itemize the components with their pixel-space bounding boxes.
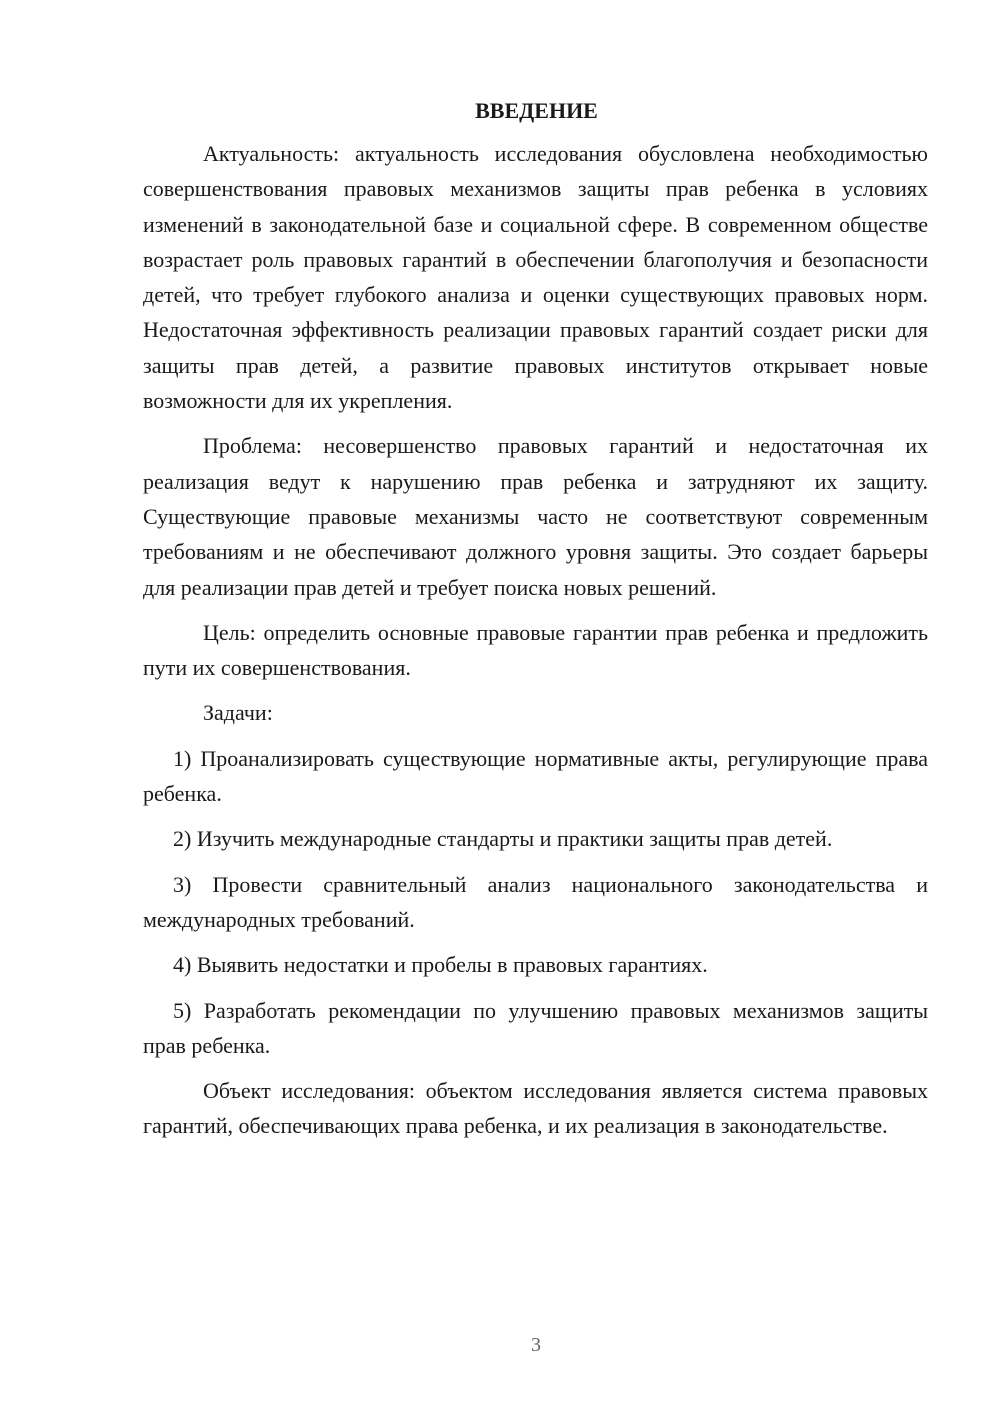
goal-paragraph: Цель: определить основные правовые гарантии прав ребенка и предложить пути их совершенствования. [143,619,928,681]
object-paragraph: Объект исследования: объектом исследования является система правовых гарантий, обеспечивающих права ребенка, и их реализация в законодательстве. [143,1078,928,1139]
tasks-heading: Задачи: [203,700,273,726]
task-item-3: 3) Провести сравнительный анализ национального законодательства и международных требований. [143,871,928,932]
task-item-2: 2) Изучить международные стандарты и практики защиты прав детей. [173,826,833,852]
page-content [143,96,928,1154]
relevance-paragraph: Актуальность: актуальность исследования обусловлена необходимостью совершенствования правовых механизмов защиты прав ребенка в условиях изменений в законодательной базе и социальной сфере. В современном обществе возрастает роль правовых гарантий в обеспечении благополучия и безопасности детей, что требует глубокого анализа и оценки существующих правовых норм. Недостаточная эффективность реализации правовых гарантий создает риски для защиты прав детей, а развитие правовых институтов открывает новые возможности для их укрепления. [143,141,928,414]
page-title: ВВЕДЕНИЕ [475,98,598,123]
problem-paragraph: Проблема: несовершенство правовых гарантий и недостаточная их реализация ведут к нарушению прав ребенка и затрудняют их защиту. Существующие правовые механизмы часто не соответствуют современным требованиям и не обеспечивают должного уровня защиты. Это создает барьеры для реализации прав детей и требует поиска новых решений. [143,433,928,600]
task-item-4: 4) Выявить недостатки и пробелы в правовых гарантиях. [173,952,708,978]
page-number: 3 [531,1334,541,1356]
task-item-1: 1) Проанализировать существующие нормативные акты, регулирующие права ребенка. [143,745,928,807]
task-item-5: 5) Разработать рекомендации по улучшению правовых механизмов защиты прав ребенка. [143,997,928,1058]
